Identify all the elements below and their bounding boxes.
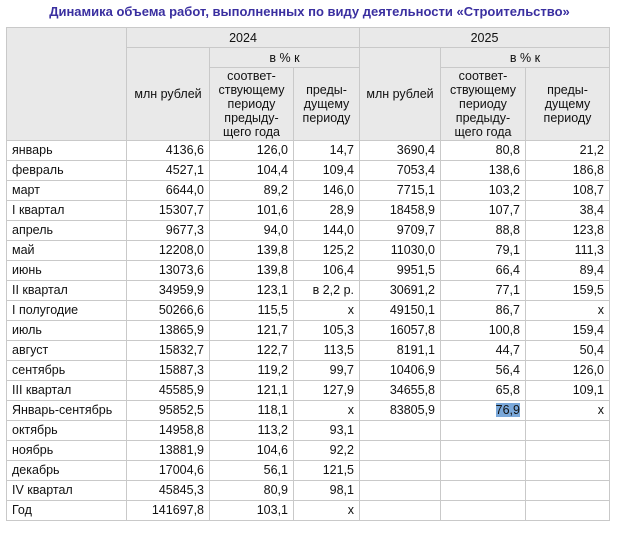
row-label <box>7 401 127 421</box>
value-2025-cell <box>360 301 441 321</box>
prev-period-2025-header: преды-дущему периоду <box>526 68 610 141</box>
same-period-2025-cell-text: 103,2 <box>488 183 520 197</box>
value-2025-cell <box>360 461 441 481</box>
row-label-text: I полугодие <box>12 303 79 317</box>
table-row <box>7 461 610 481</box>
same-period-2024-cell <box>210 301 294 321</box>
value-2024-cell <box>127 221 210 241</box>
value-2024-cell-text: 50266,6 <box>158 303 204 317</box>
row-label <box>7 201 127 221</box>
construction-table <box>6 27 610 521</box>
prev-period-2024-cell <box>294 241 360 261</box>
value-2024-cell <box>127 321 210 341</box>
prev-period-2025-cell-text: х <box>597 303 604 317</box>
value-2024-cell <box>127 181 210 201</box>
row-label-text: ноябрь <box>12 443 54 457</box>
same-period-2024-cell-text: 123,1 <box>256 283 288 297</box>
row-label <box>7 381 127 401</box>
value-2025-cell-text: 34655,8 <box>389 383 435 397</box>
row-label <box>7 501 127 521</box>
same-period-2024-cell-text: 101,6 <box>256 203 288 217</box>
prev-period-2024-cell <box>294 321 360 341</box>
same-period-2024-cell-text: 122,7 <box>256 343 288 357</box>
prev-period-2024-cell-text: 105,3 <box>322 323 354 337</box>
prev-period-2025-cell-text: 108,7 <box>572 183 604 197</box>
same-period-2025-cell <box>441 161 526 181</box>
value-2024-cell-text: 6644,0 <box>165 183 204 197</box>
value-2024-cell-text: 95852,5 <box>158 403 204 417</box>
value-2024-cell-text: 4136,6 <box>165 143 204 157</box>
value-2025-cell-text: 18458,9 <box>389 203 435 217</box>
prev-period-2025-cell <box>526 221 610 241</box>
row-label-text: декабрь <box>12 463 60 477</box>
same-period-2024-cell-text: 121,1 <box>256 383 288 397</box>
value-2025-cell <box>360 141 441 161</box>
same-period-2025-cell-text: 79,1 <box>495 243 520 257</box>
table-row <box>7 161 610 181</box>
prev-period-2025-cell-text: 50,4 <box>579 343 604 357</box>
value-2024-cell-text: 9677,3 <box>165 223 204 237</box>
prev-period-2024-cell <box>294 441 360 461</box>
prev-period-2024-cell-text: 93,1 <box>329 423 354 437</box>
table-row <box>7 501 610 521</box>
prev-period-2025-cell <box>526 461 610 481</box>
same-period-2024-cell-text: 104,4 <box>256 163 288 177</box>
value-2024-cell <box>127 381 210 401</box>
prev-period-2024-cell-text: в 2,2 р. <box>312 283 354 297</box>
value-2025-cell-text: 30691,2 <box>389 283 435 297</box>
year-2024-header: 2024 <box>127 28 360 48</box>
row-label <box>7 421 127 441</box>
value-2025-cell-text: 3690,4 <box>396 143 435 157</box>
same-period-2024-cell <box>210 421 294 441</box>
row-label <box>7 361 127 381</box>
prev-period-2025-cell-text: 38,4 <box>579 203 604 217</box>
same-period-2025-cell-text: 100,8 <box>488 323 520 337</box>
prev-period-2024-cell-text: 121,5 <box>322 463 354 477</box>
value-2024-cell-text: 13881,9 <box>158 443 204 457</box>
prev-period-2025-cell <box>526 501 610 521</box>
row-label <box>7 461 127 481</box>
row-label-text: III квартал <box>12 383 72 397</box>
row-label <box>7 341 127 361</box>
value-2024-cell-text: 12208,0 <box>158 243 204 257</box>
prev-period-2025-cell <box>526 201 610 221</box>
value-2025-cell <box>360 481 441 501</box>
corner-header-cell <box>7 28 127 141</box>
row-label <box>7 221 127 241</box>
same-period-2024-cell <box>210 281 294 301</box>
same-period-2024-cell <box>210 201 294 221</box>
same-period-2024-cell <box>210 321 294 341</box>
same-period-2025-cell <box>441 401 526 421</box>
same-period-2025-cell-text: 138,6 <box>488 163 520 177</box>
same-period-2024-cell <box>210 181 294 201</box>
prev-period-2025-cell <box>526 281 610 301</box>
prev-period-2025-cell <box>526 181 610 201</box>
prev-period-2024-cell <box>294 221 360 241</box>
same-period-2024-cell-text: 126,0 <box>256 143 288 157</box>
value-2024-cell-text: 45845,3 <box>158 483 204 497</box>
same-period-2024-cell <box>210 341 294 361</box>
prev-period-2025-cell <box>526 441 610 461</box>
same-period-2025-cell-text: 65,8 <box>495 383 520 397</box>
row-label <box>7 181 127 201</box>
same-period-2025-cell-text: 76,9 <box>495 403 520 417</box>
table-row <box>7 241 610 261</box>
prev-period-2025-cell-text: 21,2 <box>579 143 604 157</box>
prev-period-2025-cell-text: 109,1 <box>572 383 604 397</box>
value-2025-cell <box>360 161 441 181</box>
same-period-2024-cell-text: 118,1 <box>257 403 288 417</box>
same-period-2024-cell-text: 115,5 <box>257 303 288 317</box>
prev-period-2024-cell-text: х <box>347 503 354 517</box>
value-2024-cell <box>127 261 210 281</box>
same-period-2025-cell-text: 44,7 <box>495 343 520 357</box>
same-period-2025-header: соответ-ствующему периоду предыду-щего года <box>441 68 526 141</box>
prev-period-2025-cell <box>526 381 610 401</box>
prev-period-2025-cell-text: 159,5 <box>572 283 604 297</box>
prev-period-2024-cell <box>294 501 360 521</box>
value-2025-cell-text: 7053,4 <box>396 163 435 177</box>
value-2025-cell <box>360 281 441 301</box>
value-2025-cell <box>360 401 441 421</box>
prev-period-2025-cell <box>526 361 610 381</box>
row-label-text: II квартал <box>12 283 68 297</box>
same-period-2025-cell <box>441 501 526 521</box>
prev-period-2024-cell-text: 125,2 <box>322 243 354 257</box>
same-period-2024-cell <box>210 161 294 181</box>
table-row <box>7 481 610 501</box>
same-period-2024-cell-text: 103,1 <box>256 503 288 517</box>
prev-period-2025-cell-text: 186,8 <box>572 163 604 177</box>
prev-period-2024-cell <box>294 141 360 161</box>
value-2025-cell <box>360 321 441 341</box>
value-2024-cell <box>127 141 210 161</box>
same-period-2024-cell <box>210 461 294 481</box>
table-row <box>7 321 610 341</box>
pct-2024-header: в % к <box>210 48 360 68</box>
same-period-2024-cell <box>210 381 294 401</box>
row-label <box>7 321 127 341</box>
table-body <box>7 141 610 521</box>
value-2024-cell-text: 14958,8 <box>158 423 204 437</box>
same-period-2025-cell <box>441 201 526 221</box>
table-row <box>7 441 610 461</box>
value-2025-cell-text: 11030,0 <box>390 243 435 257</box>
value-2024-cell <box>127 441 210 461</box>
value-2025-cell <box>360 261 441 281</box>
value-2024-cell-text: 17004,6 <box>158 463 204 477</box>
row-label-text: апрель <box>12 223 54 237</box>
same-period-2024-cell-text: 121,7 <box>256 323 288 337</box>
same-period-2025-cell-text: 77,1 <box>495 283 520 297</box>
value-2025-cell <box>360 381 441 401</box>
row-label-text: март <box>12 183 40 197</box>
row-label <box>7 261 127 281</box>
prev-period-2025-cell <box>526 161 610 181</box>
prev-period-2025-cell <box>526 241 610 261</box>
value-2024-cell <box>127 421 210 441</box>
pct-2025-header: в % к <box>441 48 610 68</box>
same-period-2024-cell-text: 113,2 <box>257 423 288 437</box>
value-2024-cell <box>127 241 210 261</box>
value-2024-cell <box>127 301 210 321</box>
same-period-2024-cell <box>210 481 294 501</box>
prev-period-2024-cell <box>294 401 360 421</box>
prev-period-2024-cell-text: х <box>347 403 354 417</box>
same-period-2025-cell <box>441 221 526 241</box>
prev-period-2024-cell-text: 146,0 <box>322 183 354 197</box>
prev-period-2024-cell <box>294 181 360 201</box>
same-period-2024-cell-text: 139,8 <box>256 243 288 257</box>
unit-2025-header: млн рублей <box>360 48 441 141</box>
value-2025-cell-text: 9951,5 <box>396 263 435 277</box>
prev-period-2024-cell <box>294 461 360 481</box>
value-2024-cell-text: 45585,9 <box>158 383 204 397</box>
prev-period-2025-cell-text: 159,4 <box>572 323 604 337</box>
prev-period-2024-cell <box>294 341 360 361</box>
prev-period-2025-cell <box>526 421 610 441</box>
row-label-text: январь <box>12 143 53 157</box>
row-label <box>7 301 127 321</box>
page-title: Динамика объема работ, выполненных по виду деятельности «Строительство» <box>49 4 570 19</box>
same-period-2025-cell <box>441 461 526 481</box>
prev-period-2024-cell-text: х <box>347 303 354 317</box>
value-2025-cell-text: 49150,1 <box>389 303 435 317</box>
same-period-2024-cell-text: 89,2 <box>263 183 288 197</box>
value-2024-cell-text: 15832,7 <box>158 343 204 357</box>
prev-period-2024-header: преды-дущему периоду <box>294 68 360 141</box>
prev-period-2025-cell-text: 126,0 <box>572 363 604 377</box>
same-period-2025-cell <box>441 181 526 201</box>
prev-period-2024-cell <box>294 301 360 321</box>
same-period-2024-cell-text: 56,1 <box>263 463 288 477</box>
prev-period-2024-cell-text: 106,4 <box>322 263 354 277</box>
table-row <box>7 381 610 401</box>
prev-period-2024-cell <box>294 201 360 221</box>
same-period-2024-cell-text: 104,6 <box>256 443 288 457</box>
table-row <box>7 261 610 281</box>
value-2024-cell-text: 4527,1 <box>165 163 204 177</box>
value-2024-cell <box>127 201 210 221</box>
value-2024-cell-text: 141697,8 <box>151 503 204 517</box>
same-period-2024-cell <box>210 241 294 261</box>
value-2025-cell <box>360 441 441 461</box>
same-period-2024-cell <box>210 261 294 281</box>
value-2025-cell-text: 8191,1 <box>396 343 435 357</box>
same-period-2024-cell-text: 94,0 <box>263 223 288 237</box>
value-2025-cell-text: 16057,8 <box>389 323 435 337</box>
prev-period-2025-cell <box>526 341 610 361</box>
prev-period-2024-cell-text: 127,9 <box>322 383 354 397</box>
prev-period-2024-cell-text: 99,7 <box>329 363 354 377</box>
prev-period-2024-cell <box>294 281 360 301</box>
prev-period-2024-cell-text: 98,1 <box>329 483 354 497</box>
row-label-text: май <box>12 243 35 257</box>
value-2025-cell <box>360 361 441 381</box>
prev-period-2024-cell-text: 109,4 <box>322 163 354 177</box>
row-label-text: I квартал <box>12 203 65 217</box>
same-period-2025-cell <box>441 341 526 361</box>
same-period-2025-cell <box>441 481 526 501</box>
table-row <box>7 361 610 381</box>
same-period-2025-cell-text: 107,7 <box>488 203 520 217</box>
same-period-2025-cell-text: 86,7 <box>495 303 520 317</box>
same-period-2025-cell <box>441 141 526 161</box>
table-row <box>7 281 610 301</box>
prev-period-2025-cell <box>526 481 610 501</box>
same-period-2024-header: соответ-ствующему периоду предыду-щего года <box>210 68 294 141</box>
same-period-2025-cell <box>441 281 526 301</box>
same-period-2024-cell <box>210 361 294 381</box>
value-2024-cell <box>127 481 210 501</box>
prev-period-2025-cell-text: 89,4 <box>579 263 604 277</box>
same-period-2024-cell <box>210 501 294 521</box>
prev-period-2024-cell-text: 113,5 <box>323 343 354 357</box>
value-2025-cell <box>360 241 441 261</box>
table-row <box>7 181 610 201</box>
table-row <box>7 421 610 441</box>
value-2025-cell <box>360 181 441 201</box>
value-2025-cell <box>360 221 441 241</box>
table-row <box>7 141 610 161</box>
value-2024-cell <box>127 361 210 381</box>
row-label-text: февраль <box>12 163 64 177</box>
same-period-2024-cell <box>210 441 294 461</box>
value-2025-cell-text: 7715,1 <box>396 183 435 197</box>
table-row <box>7 341 610 361</box>
value-2025-cell <box>360 341 441 361</box>
prev-period-2025-cell-text: х <box>597 403 604 417</box>
same-period-2025-cell <box>441 441 526 461</box>
row-label-text: июль <box>12 323 42 337</box>
row-label <box>7 241 127 261</box>
same-period-2025-cell <box>441 261 526 281</box>
row-label-text: октябрь <box>12 423 58 437</box>
row-label <box>7 441 127 461</box>
same-period-2025-cell-text: 88,8 <box>495 223 520 237</box>
value-2024-cell <box>127 401 210 421</box>
row-label-text: июнь <box>12 263 42 277</box>
prev-period-2024-cell-text: 28,9 <box>329 203 354 217</box>
row-label <box>7 481 127 501</box>
row-label <box>7 281 127 301</box>
value-2024-cell <box>127 341 210 361</box>
value-2024-cell <box>127 461 210 481</box>
prev-period-2025-cell-text: 111,3 <box>574 243 604 257</box>
prev-period-2024-cell <box>294 481 360 501</box>
same-period-2025-cell <box>441 421 526 441</box>
value-2025-cell-text: 9709,7 <box>396 223 435 237</box>
table-row <box>7 221 610 241</box>
row-label <box>7 161 127 181</box>
value-2024-cell-text: 34959,9 <box>158 283 204 297</box>
row-label-text: август <box>12 343 49 357</box>
prev-period-2024-cell <box>294 421 360 441</box>
prev-period-2024-cell <box>294 161 360 181</box>
prev-period-2025-cell <box>526 401 610 421</box>
value-2024-cell <box>127 501 210 521</box>
same-period-2024-cell-text: 139,8 <box>256 263 288 277</box>
prev-period-2025-cell-text: 123,8 <box>572 223 604 237</box>
table-row <box>7 201 610 221</box>
value-2024-cell <box>127 161 210 181</box>
same-period-2024-cell <box>210 141 294 161</box>
prev-period-2025-cell <box>526 321 610 341</box>
value-2024-cell <box>127 281 210 301</box>
same-period-2024-cell-text: 119,2 <box>257 363 288 377</box>
same-period-2024-cell-text: 80,9 <box>263 483 288 497</box>
table-row <box>7 401 610 421</box>
value-2025-cell-text: 10406,9 <box>389 363 435 377</box>
prev-period-2024-cell <box>294 261 360 281</box>
same-period-2024-cell <box>210 401 294 421</box>
prev-period-2024-cell <box>294 361 360 381</box>
same-period-2025-cell <box>441 321 526 341</box>
prev-period-2024-cell <box>294 381 360 401</box>
prev-period-2025-cell <box>526 261 610 281</box>
unit-2024-header: млн рублей <box>127 48 210 141</box>
prev-period-2025-cell <box>526 141 610 161</box>
prev-period-2025-cell <box>526 301 610 321</box>
same-period-2025-cell <box>441 381 526 401</box>
table-row <box>7 301 610 321</box>
same-period-2025-cell-text: 80,8 <box>495 143 520 157</box>
value-2025-cell-text: 83805,9 <box>389 403 435 417</box>
value-2025-cell <box>360 201 441 221</box>
same-period-2025-cell <box>441 361 526 381</box>
value-2025-cell <box>360 501 441 521</box>
value-2024-cell-text: 13073,6 <box>158 263 204 277</box>
value-2024-cell-text: 15307,7 <box>158 203 204 217</box>
prev-period-2024-cell-text: 144,0 <box>322 223 354 237</box>
value-2024-cell-text: 13865,9 <box>158 323 204 337</box>
row-label-text: сентябрь <box>12 363 66 377</box>
same-period-2025-cell <box>441 301 526 321</box>
value-2025-cell <box>360 421 441 441</box>
prev-period-2024-cell-text: 14,7 <box>329 143 354 157</box>
same-period-2025-cell-text: 56,4 <box>495 363 520 377</box>
row-label <box>7 141 127 161</box>
same-period-2024-cell <box>210 221 294 241</box>
prev-period-2024-cell-text: 92,2 <box>329 443 354 457</box>
row-label-text: Январь-сентябрь <box>12 403 113 417</box>
year-2025-header: 2025 <box>360 28 610 48</box>
same-period-2025-cell <box>441 241 526 261</box>
value-2024-cell-text: 15887,3 <box>158 363 204 377</box>
same-period-2025-cell-text: 66,4 <box>495 263 520 277</box>
row-label-text: Год <box>12 503 32 517</box>
row-label-text: IV квартал <box>12 483 73 497</box>
